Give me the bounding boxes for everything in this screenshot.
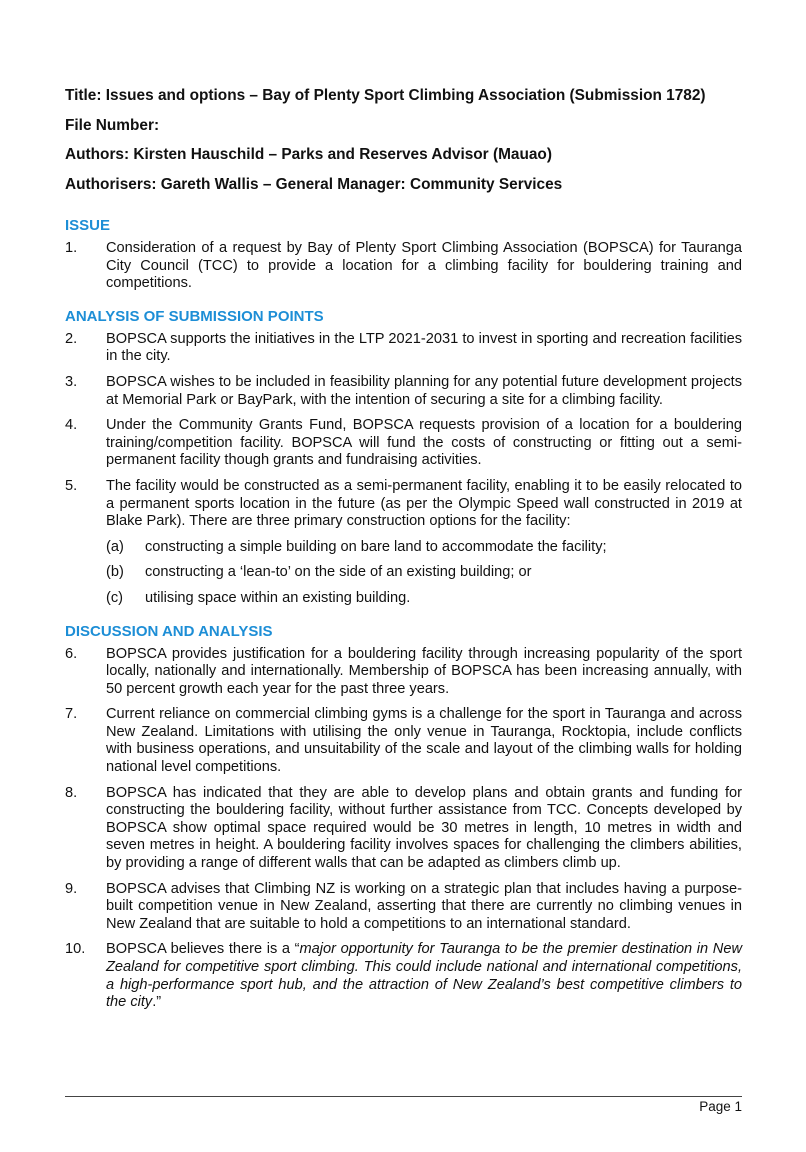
paragraph-number: 8. <box>65 784 78 801</box>
paragraph-text: Consideration of a request by Bay of Plenty Sport Climbing Association (BOPSCA) for Tauranga City Council (TCC) to provide a location for a climbing facility for bouldering training and competitions. <box>106 240 742 292</box>
paragraph-number: 5. <box>65 477 78 494</box>
sub-item-text: utilising space within an existing building. <box>145 589 411 606</box>
sub-item-label: (c) <box>106 589 124 606</box>
paragraph-number: 3. <box>65 373 78 390</box>
paragraph-10 <box>65 941 742 1011</box>
analysis-heading: ANALYSIS OF SUBMISSION POINTS <box>65 307 324 325</box>
paragraph-number: 1. <box>65 240 78 256</box>
paragraph-7 <box>65 706 742 776</box>
page-number: Page 1 <box>699 1099 742 1114</box>
quoted-text: major opportunity for Tauranga to be the premier destination in New Zealand for competitive sport climbing. This could include national and international competitions, a high-performance sport hub, and the attraction of New Zealand’s best competitive climbers to the city <box>106 941 742 1011</box>
paragraph-text: Current reliance on commercial climbing gyms is a challenge for the sport in Tauranga and across New Zealand. Limitations with utilising the only venue in Tauranga, Rocktopia, include conflicts with business operations, and unsuitability of the scale and layout of the climbing walls for holding national level competitions. <box>106 706 742 776</box>
paragraph-text: The facility would be constructed as a semi-permanent facility, enabling it to be easily relocated to a permanent sports location in the future (as per the Olympic Speed wall constructed in 2019 at Blake Park). There are three primary construction options for the facility: <box>106 477 742 530</box>
paragraph-text: Under the Community Grants Fund, BOPSCA requests provision of a location for a bouldering training/competition facility. BOPSCA will fund the costs of constructing or fitting out a semi-permanent facility though grants and fundraising activities. <box>106 417 742 469</box>
file-number: File Number: <box>65 116 160 134</box>
sub-item-text: constructing a ‘lean-to’ on the side of an existing building; or <box>145 564 532 581</box>
paragraph-text: BOPSCA wishes to be included in feasibility planning for any potential future development projects at Memorial Park or BayPark, with the intention of securing a site for a climbing facility. <box>106 373 742 408</box>
paragraph-number: 4. <box>65 417 78 434</box>
paragraph-4 <box>65 417 742 470</box>
paragraph-text: BOPSCA has indicated that they are able to develop plans and obtain grants and funding for constructing the bouldering facility, without further assistance from TCC. Concepts developed by BOPSCA show optimal space required would be 30 metres in length, 10 metres in width and seven metres in height. A bouldering facility involves spaces for challenging the climbers abilities, by providing a range of different walls that can be adapted as climbers climb up. <box>106 784 742 872</box>
document-body <box>65 216 742 1020</box>
paragraph-3 <box>65 374 742 409</box>
paragraph-9 <box>65 881 742 934</box>
sub-item-label: (a) <box>106 538 124 555</box>
paragraph-text: BOPSCA advises that Climbing NZ is working on a strategic plan that includes having a purpose-built competition venue in New Zealand, asserting that there are currently no climbing venues in New Zealand that are suitable to hold a competitions to an international standard. <box>106 880 742 932</box>
document-header <box>65 86 755 204</box>
paragraph-1 <box>65 240 742 293</box>
discussion-heading: DISCUSSION AND ANALYSIS <box>65 622 273 640</box>
paragraph-text: BOPSCA provides justification for a bouldering facility through increasing popularity of the sport locally, nationally and internationally. Membership of BOPSCA has been increasing annually, with 50 percent growth each year for the past three years. <box>106 645 742 697</box>
document-title: Title: Issues and options – Bay of Plenty Sport Climbing Association (Submission 1782) <box>65 87 706 104</box>
paragraph-number: 9. <box>65 880 78 897</box>
paragraph-text-suffix: .” <box>152 994 162 1011</box>
paragraph-6 <box>65 646 742 699</box>
footer-divider <box>65 1096 742 1097</box>
paragraph-2 <box>65 331 742 366</box>
paragraph-text: BOPSCA supports the initiatives in the LTP 2021-2031 to invest in sporting and recreation facilities in the city. <box>106 330 742 365</box>
authorisers-line: Authorisers: Gareth Wallis – General Manager: Community Services <box>65 175 563 193</box>
paragraph-number: 10. <box>65 941 86 958</box>
sub-item-a <box>65 539 742 557</box>
paragraph-number: 6. <box>65 645 78 662</box>
paragraph-number: 7. <box>65 706 78 723</box>
issue-heading: ISSUE <box>65 217 111 234</box>
sub-item-label: (b) <box>106 564 124 581</box>
authors-line: Authors: Kirsten Hauschild – Parks and Reserves Advisor (Mauao) <box>65 146 552 164</box>
paragraph-8 <box>65 785 742 873</box>
paragraph-5 <box>65 478 742 531</box>
sub-item-b <box>65 564 742 582</box>
sub-item-text: constructing a simple building on bare land to accommodate the facility; <box>145 538 607 555</box>
sub-item-c <box>65 590 742 608</box>
paragraph-text-prefix: BOPSCA believes there is a “ <box>106 941 300 958</box>
paragraph-number: 2. <box>65 330 78 347</box>
